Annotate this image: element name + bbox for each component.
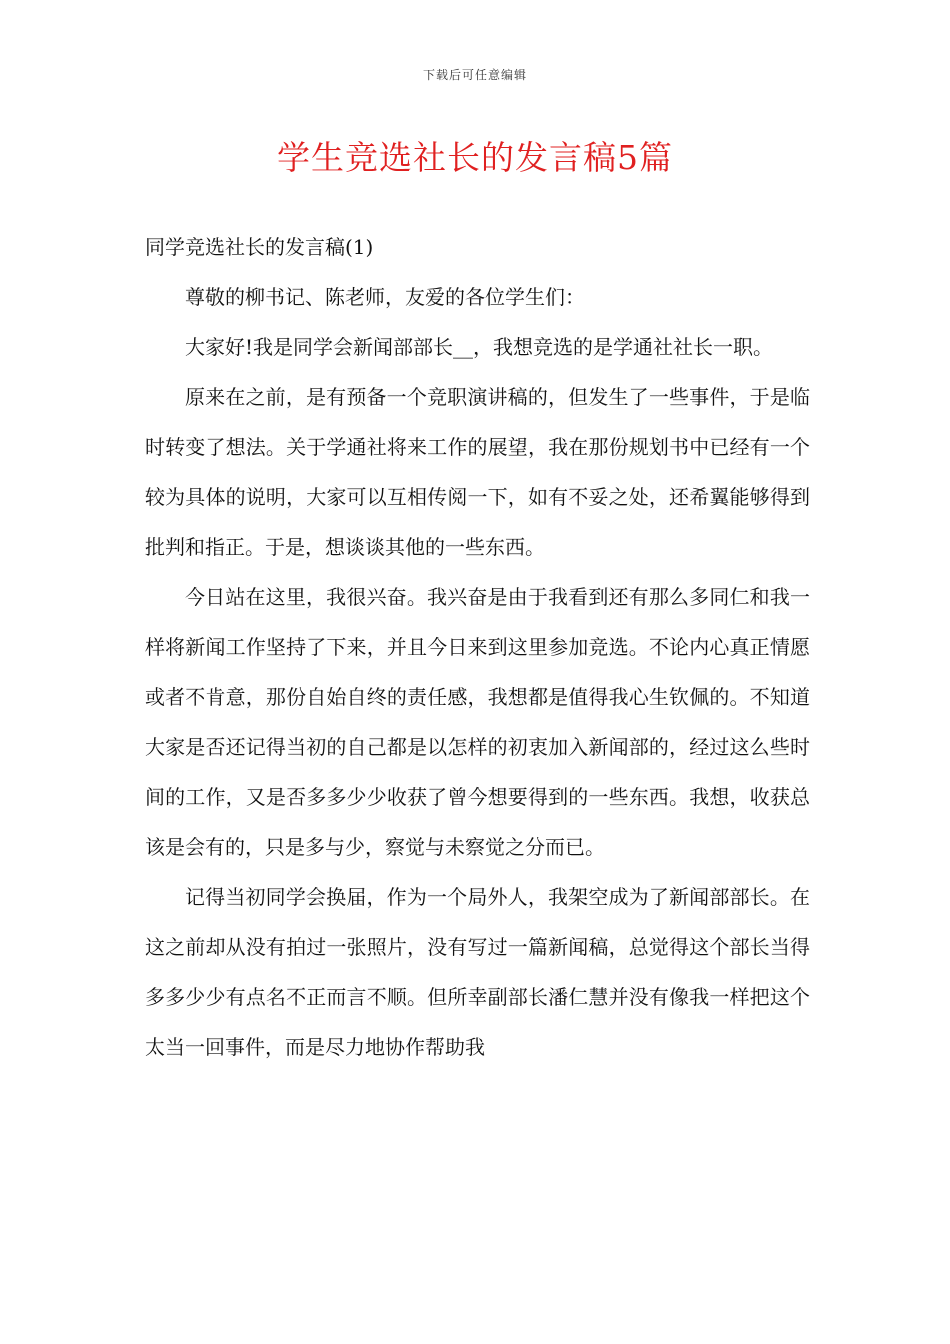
document-title: 学生竞选社长的发言稿5篇 xyxy=(277,138,673,177)
header-note: 下载后可任意编辑 xyxy=(422,68,527,82)
section-heading: 同学竞选社长的发言稿(1) xyxy=(145,235,374,259)
paragraph-salutation: 尊敬的柳书记、陈老师，友爱的各位学生们： xyxy=(185,285,585,309)
paragraph-background: 原来在之前，是有预备一个竞职演讲稿的，但发生了一些事件，于是临时转变了想法。关于学通社将来工作的展望，我在那份规划书中已经有一个较为具体的说明，大家可以互相传阅一下，如有不妥之处，还希翼能够得到批判和指正。于是，想谈谈其他的一些东西。 xyxy=(145,385,810,559)
paragraph-excitement: 今日站在这里，我很兴奋。我兴奋是由于我看到还有那么多同仁和我一样将新闻工作坚持了下来，并且今日来到这里参加竞选。不论内心真正情愿或者不肯意，那份自始自终的责任感，我想都是值得我心生钦佩的。不知道大家是否还记得当初的自己都是以怎样的初衷加入新闻部的，经过这么些时间的工作，又是否多多少少收获了曾今想要得到的一些东西。我想，收获总该是会有的，只是多与少，察觉与未察觉之分而已。 xyxy=(145,585,810,859)
paragraph-greeting: 大家好!我是同学会新闻部部长__，我想竞选的是学通社社长一职。 xyxy=(185,335,774,359)
document-body xyxy=(145,222,810,1072)
paragraph-memory: 记得当初同学会换届，作为一个局外人，我架空成为了新闻部部长。在这之前却从没有拍过一张照片，没有写过一篇新闻稿，总觉得这个部长当得多多少少有点名不正而言不顺。但所幸副部长潘仁慧并没有像我一样把这个太当一回事件，而是尽力地协作帮助我 xyxy=(145,885,810,1059)
